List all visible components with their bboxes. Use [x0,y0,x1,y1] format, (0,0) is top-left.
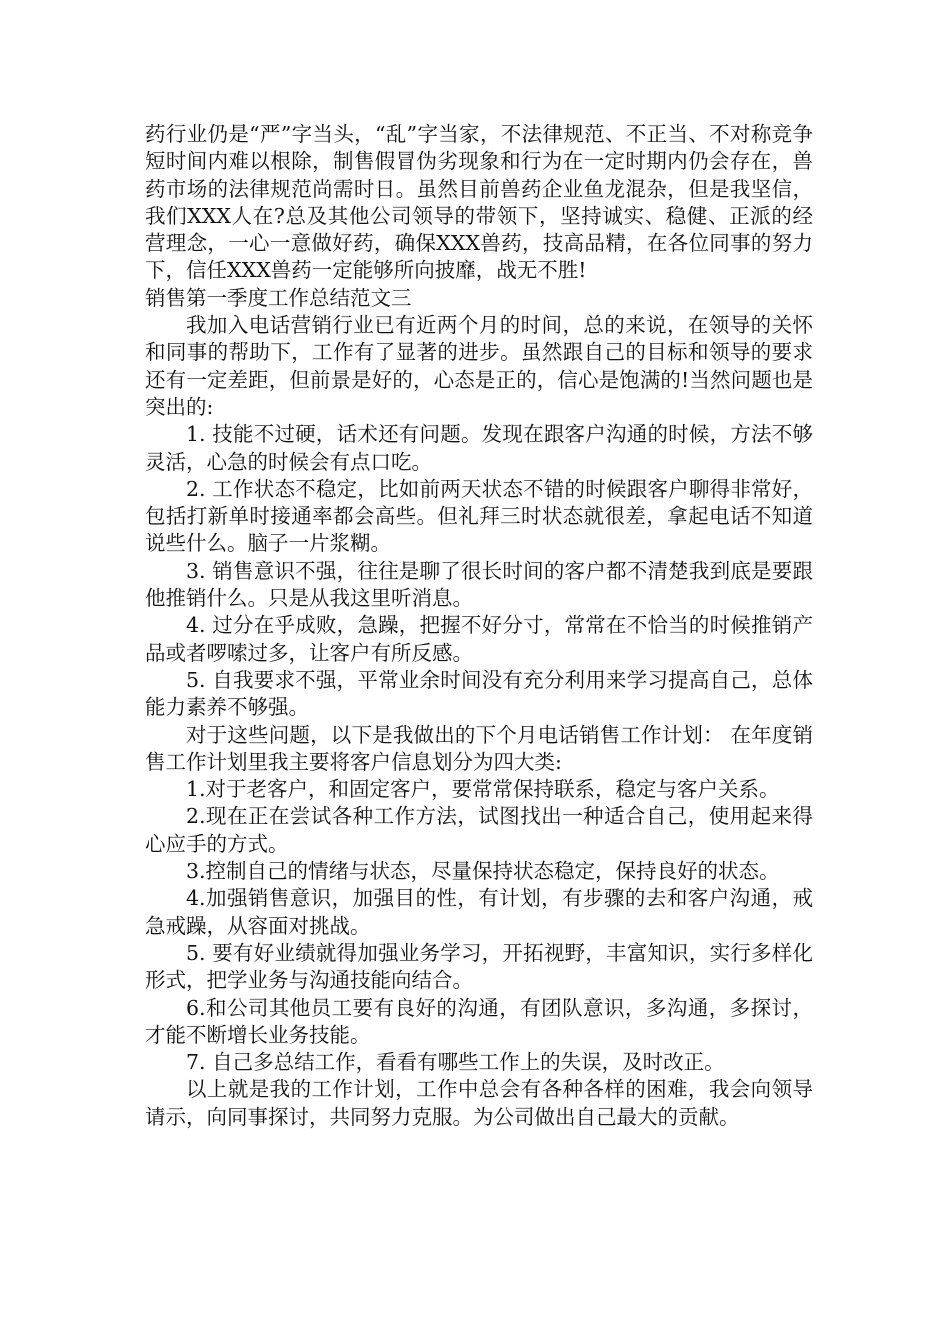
plan-item-4: 4.加强销售意识，加强目的性，有计划，有步骤的去和客户沟通，戒急戒躁，从容面对挑战。 [145,886,813,938]
problem-item-4: 4. 过分在乎成败，急躁，把握不好分寸，常常在不恰当的时候推销产品或者啰嗦过多，让客户有所反感。 [145,613,813,665]
plan-item-3: 3.控制自己的情绪与状态，尽量保持状态稳定，保持良好的状态。 [186,859,780,884]
plan-item-6: 6.和公司其他员工要有良好的沟通，有团队意识，多沟通，多探讨，才能不断增长业务技能。 [145,995,813,1047]
plan-item-2: 2.现在正在尝试各种工作方法，试图找出一种适合自己，使用起来得心应手的方式。 [145,804,813,856]
plan-item-7: 7. 自己多总结工作，看看有哪些工作上的失误，及时改正。 [186,1050,725,1075]
problem-item-5: 5. 自我要求不强，平常业余时间没有充分利用来学习提高自己，总体能力素养不够强。 [145,667,813,720]
plan-item-5: 5. 要有好业绩就得加强业务学习，开拓视野，丰富知识，实行多样化形式，把学业务与沟通技能向结合。 [145,940,813,993]
section-heading: 销售第一季度工作总结范文三 [145,285,412,310]
problem-item-1: 1. 技能不过硬，话术还有问题。发现在跟客户沟通的时候，方法不够灵活，心急的时候会有点口吃。 [145,422,813,474]
problem-item-3: 3. 销售意识不强，往往是聊了很长时间的客户都不清楚我到底是要跟他推销什么。只是从我这里听消息。 [145,558,813,611]
problem-item-2: 2. 工作状态不稳定，比如前两天状态不错的时候跟客户聊得非常好，包括打新单时接通率都会高些。但礼拜三时状态就很差，拿起电话不知道说些什么。脑子一片浆糊。 [145,476,813,556]
plan-item-1: 1.对于老客户，和固定客户，要常常保持联系，稳定与客户关系。 [186,777,780,802]
document-body [145,121,813,1131]
paragraph-plan-intro: 对于这些问题，以下是我做出的下个月电话销售工作计划： 在年度销售工作计划里我主要将客户信息划分为四大类: [145,722,813,774]
paragraph-intro: 我加入电话营销行业已有近两个月的时间，总的来说，在领导的关怀和同事的帮助下，工作有了显著的进步。虽然跟自己的目标和领导的要求还有一定差距，但前景是好的，心态是正的，信心是饱满的!当然问题也是突出的: [145,313,813,419]
paragraph-continuation: 药行业仍是“严”字当头，“乱”字当家，不法律规范、不正当、不对称竞争短时间内难以根除，制售假冒伪劣现象和行为在一定时期内仍会存在，兽药市场的法律规范尚需时日。虽然目前兽药企业鱼龙混杂，但是我坚信，我们XXX人在?总及其他公司领导的带领下，坚持诚实、稳健、正派的经营理念，一心一意做好药，确保XXX兽药，技高品精，在各位同事的努力下，信任XXX兽药一定能够所向披靡，战无不胜! [145,122,813,283]
paragraph-conclusion: 以上就是我的工作计划，工作中总会有各种各样的困难，我会向领导请示，向同事探讨，共同努力克服。为公司做出自己最大的贡献。 [145,1077,813,1129]
